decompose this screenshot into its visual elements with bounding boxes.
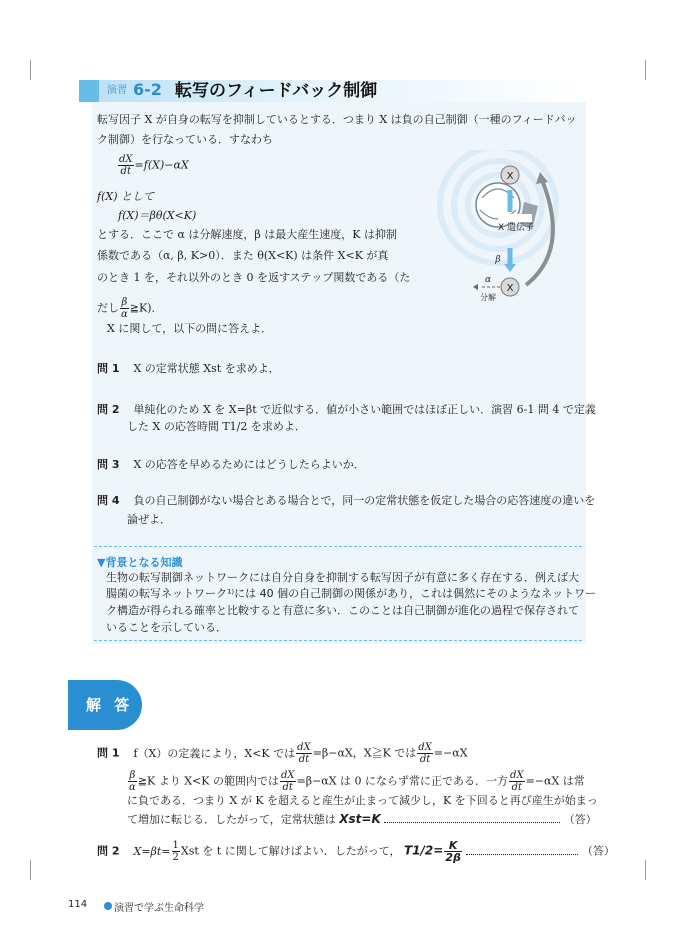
background-heading: ▼背景となる知識 xyxy=(97,556,183,569)
question-4: 問 4 負の自己制御がない場合とある場合とで，同一の定常状態を仮定した場合の応答速度の違いを xyxy=(97,494,596,507)
x-node-bottom-label: X xyxy=(506,283,514,294)
divider-bottom xyxy=(94,640,582,641)
feedback-diagram xyxy=(420,150,580,310)
answer-2-result: T1/2= xyxy=(404,843,444,858)
divider-top xyxy=(94,546,582,547)
background-line-2: 腸菌の転写ネットワーク¹⁾には 40 個の自己制御の関係があり，これは偶然にそのようなネットワー xyxy=(106,587,597,600)
page-title: 転写のフィードバック制御 xyxy=(175,81,378,101)
answer-1-line-3: に負である．つまり X が K を超えると産生が止まって減少し，K を下回ると再び産生が始まっ xyxy=(127,794,598,807)
title-marker xyxy=(79,80,99,102)
exercise-label: 演習 xyxy=(107,85,127,96)
crop-mark xyxy=(30,60,31,80)
footer-bullet xyxy=(104,902,112,910)
question-2-cont: した X の応答時間 T1/2 を求めよ． xyxy=(127,420,306,433)
answer-1-result: Xst=K xyxy=(339,812,381,826)
answer-2: 問 2 X=βt= $\frac{1}{2}$ Xst を t に関して解けばよい．したがって， T1/2= $\frac{K}{2\beta}$ （答） xyxy=(97,839,615,864)
beta-over-alpha: $\frac{\beta}{\alpha}$ xyxy=(121,297,128,320)
fx-definition: f(X)＝βθ(X<K) xyxy=(118,209,197,222)
question-1: 問 1 X の定常状態 Xst を求めよ． xyxy=(97,362,280,375)
exercise-number: 6-2 xyxy=(133,80,162,99)
question-2: 問 2 単純化のため X を X=βt で近似する．値が小さい範囲ではほぼ正しい．演習 6-1 問 4 で定義 xyxy=(97,403,596,416)
intro-line-6: だし $\frac{\beta}{\alpha}$ ≧K)． xyxy=(97,297,163,320)
answer-badge-label: 解 答 xyxy=(86,696,134,714)
intro-line-2: ク制御）を行なっている．すなわち xyxy=(97,133,273,146)
answer-1-line-2: $\frac{\beta}{\alpha}$ ≧K より X<K の範囲内では $\frac{dX}{dt}$ =β−αX は 0 にならず常に正である．一方 $\frac{dX}{dt}$ =−αX は常 xyxy=(129,770,585,793)
intro-line-4: 係数である（α, β, K>0）．また θ(X<K) は条件 X<K が真 xyxy=(97,249,389,262)
question-3: 問 3 X の応答を早めるためにはどうしたらよいか． xyxy=(97,458,365,471)
background-line-3: ク構造が得られる確率と比較すると有意に多い．このことは自己制御が進化の過程で保存されて xyxy=(106,604,579,617)
answer-1-line-1: 問 1 f（X）の定義により，X<K では $\frac{dX}{dt}$ =β−αX，X≧K では $\frac{dX}{dt}$ =−αX xyxy=(97,742,468,765)
intro-line-3: とする．ここで α は分解速度，β は最大産生速度，K は抑制 xyxy=(97,228,397,241)
gene-label: X 遺伝子 xyxy=(497,223,535,233)
equation-1: $\frac{dX}{dt}$ =f(X)−αX xyxy=(119,154,189,177)
book-title: 演習で学ぶ生命科学 xyxy=(114,903,204,914)
crop-mark xyxy=(645,860,646,880)
background-line-1: 生物の転写制御ネットワークには自分自身を抑制する転写因子が有意に多く存在する．例えば大 xyxy=(106,571,579,584)
answer-1-line-4: て増加に転じる．したがって，定常状態は Xst=K （答） xyxy=(127,812,597,826)
decay-label: 分解 xyxy=(480,293,496,302)
fx-as: f(X) として xyxy=(97,190,154,203)
crop-mark xyxy=(30,860,31,880)
eq1-fraction: $\frac{dX}{dt}$ xyxy=(119,154,133,177)
beta-label: β xyxy=(495,255,501,265)
page-number: 114 xyxy=(68,899,88,910)
intro-line-7: X に関して，以下の問に答えよ． xyxy=(107,322,273,335)
background-line-4: いることを示している． xyxy=(106,621,227,634)
question-4-cont: 論ぜよ． xyxy=(127,513,171,526)
x-node-top-label: X xyxy=(506,171,514,182)
intro-line-1: 転写因子 X が自身の転写を抑制しているとする．つまり X は負の自己制御（一種のフィードバッ xyxy=(97,113,577,126)
intro-line-5: のとき 1 を，それ以外のとき 0 を返すステップ関数である（た xyxy=(97,271,411,284)
alpha-label: α xyxy=(484,275,492,285)
crop-mark xyxy=(645,60,646,80)
